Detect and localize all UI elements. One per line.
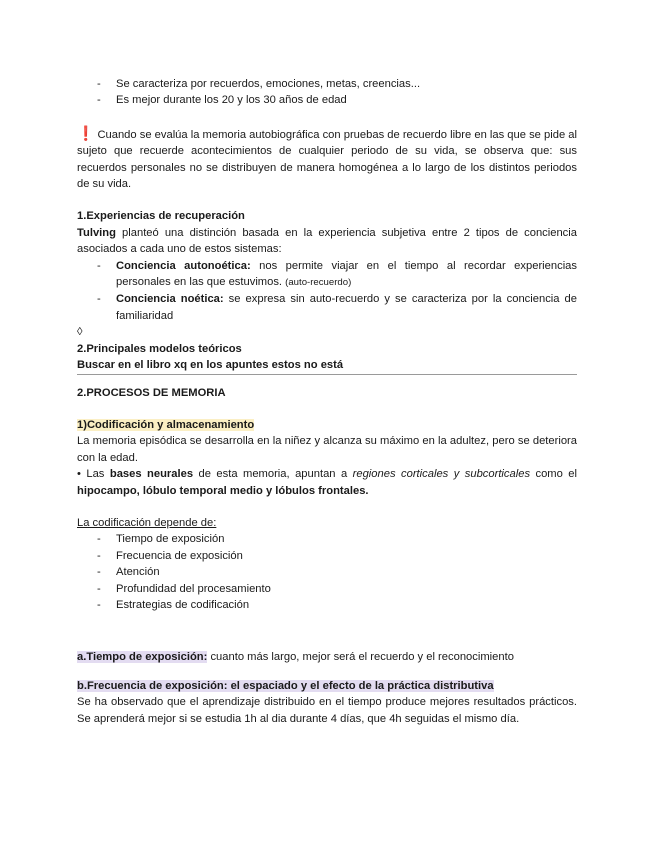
codificacion-factors-list bbox=[77, 531, 577, 613]
frecuencia-prefix: b. bbox=[77, 679, 87, 692]
tiempo-exposicion-title bbox=[77, 651, 207, 663]
modelos-note: Buscar en el libro xq en los apuntes estos no está bbox=[77, 359, 344, 372]
list-item: - Profundidad del procesamiento bbox=[97, 581, 577, 597]
bases-after: como el bbox=[530, 468, 578, 481]
term-noetica-text: se expresa sin auto-recuerdo y se caracteriza por la conciencia de familiaridad bbox=[116, 293, 577, 322]
paragraph-memoria-episodica: La memoria episódica se desarrolla en la niñez y alcanza su máximo en la adultez, pero se deteriora con la edad. bbox=[77, 435, 577, 464]
bases-prefix: • Las bbox=[77, 468, 110, 481]
paragraph-bases-neurales bbox=[77, 466, 577, 499]
tulving-text: planteó una distinción basada en la experiencia subjetiva entre 2 tipos de conciencia asociados a cada uno de estos sistemas: bbox=[77, 226, 577, 256]
highlight-purple bbox=[77, 680, 494, 692]
tulving-name: Tulving bbox=[77, 226, 116, 239]
list-item: - Tiempo de exposición bbox=[97, 531, 577, 547]
tiempo-exposicion-text: cuanto más largo, mejor será el recuerdo y el reconocimiento bbox=[207, 651, 514, 664]
term-autonoetica: Conciencia autonoética: bbox=[116, 259, 251, 272]
list-item: - Estrategias de codificación bbox=[97, 597, 577, 613]
document-body bbox=[77, 76, 577, 727]
warning-paragraph bbox=[77, 125, 577, 193]
section-divider bbox=[77, 374, 577, 375]
paragraph-frecuencia: Se ha observado que el aprendizaje distribuido en el tiempo produce mejores resultados prácticos. Se aprenderá mejor si se estudia 1h al dia durante 4 días, que 4h seguidas el mismo día. bbox=[77, 696, 577, 725]
bases-mid: de esta memoria, apuntan a bbox=[193, 468, 353, 481]
list-item: - Atención bbox=[97, 564, 577, 580]
list-item: - Es mejor durante los 20 y los 30 años de edad bbox=[97, 92, 577, 108]
diamond-icon: ◊ bbox=[77, 326, 83, 339]
frecuencia-exposicion-heading bbox=[77, 678, 577, 694]
tiempo-title-text: Tiempo de exposición: bbox=[86, 651, 208, 664]
subsection-heading-codificacion bbox=[77, 417, 577, 433]
term-autonoetica-note: (auto-recuerdo) bbox=[285, 277, 352, 289]
list-item: - Frecuencia de exposición bbox=[97, 548, 577, 564]
list-item bbox=[97, 258, 577, 292]
section-heading-modelos: 2.Principales modelos teóricos bbox=[77, 342, 242, 355]
exclamation-icon: ❗ bbox=[77, 124, 95, 141]
intro-bullet-list bbox=[77, 76, 577, 109]
list-item bbox=[97, 291, 577, 324]
conciencia-list bbox=[77, 258, 577, 325]
term-noetica: Conciencia noética: bbox=[116, 293, 224, 306]
bases-term: bases neurales bbox=[109, 468, 194, 481]
codificacion-depende-label: La codificación depende de: bbox=[77, 516, 217, 529]
term-autonoetica-text: nos permite viajar en el tiempo al recordar experiencias personales en las que estuvimos. bbox=[116, 259, 577, 289]
warning-text: Cuando se evalúa la memoria autobiográfica con pruebas de recuerdo libre en las que se pide al sujeto que recuerde acontecimientos de cualquier periodo de su vida, se observa que: sus recuerdos personales no se distribuyen de manera homogénea a lo largo de los distintos periodos de su vida. bbox=[77, 128, 577, 191]
bases-italic: regiones corticales y subcorticales bbox=[352, 468, 531, 481]
frecuencia-title-text: Frecuencia de exposición: el espaciado y el efecto de la práctica distributiva bbox=[86, 679, 494, 692]
highlight-yellow: 1)Codificación y almacenamiento bbox=[77, 418, 255, 431]
list-item: - Se caracteriza por recuerdos, emociones, metas, creencias... bbox=[97, 76, 577, 92]
section-heading-procesos: 2.PROCESOS DE MEMORIA bbox=[77, 386, 226, 399]
tiempo-exposicion-line bbox=[77, 649, 577, 665]
tiempo-prefix: a. bbox=[77, 651, 87, 664]
tulving-paragraph bbox=[77, 225, 577, 258]
bases-bold-end: hipocampo, lóbulo temporal medio y lóbulos frontales. bbox=[77, 484, 369, 497]
section-heading-recuperacion: 1.Experiencias de recuperación bbox=[77, 210, 245, 223]
